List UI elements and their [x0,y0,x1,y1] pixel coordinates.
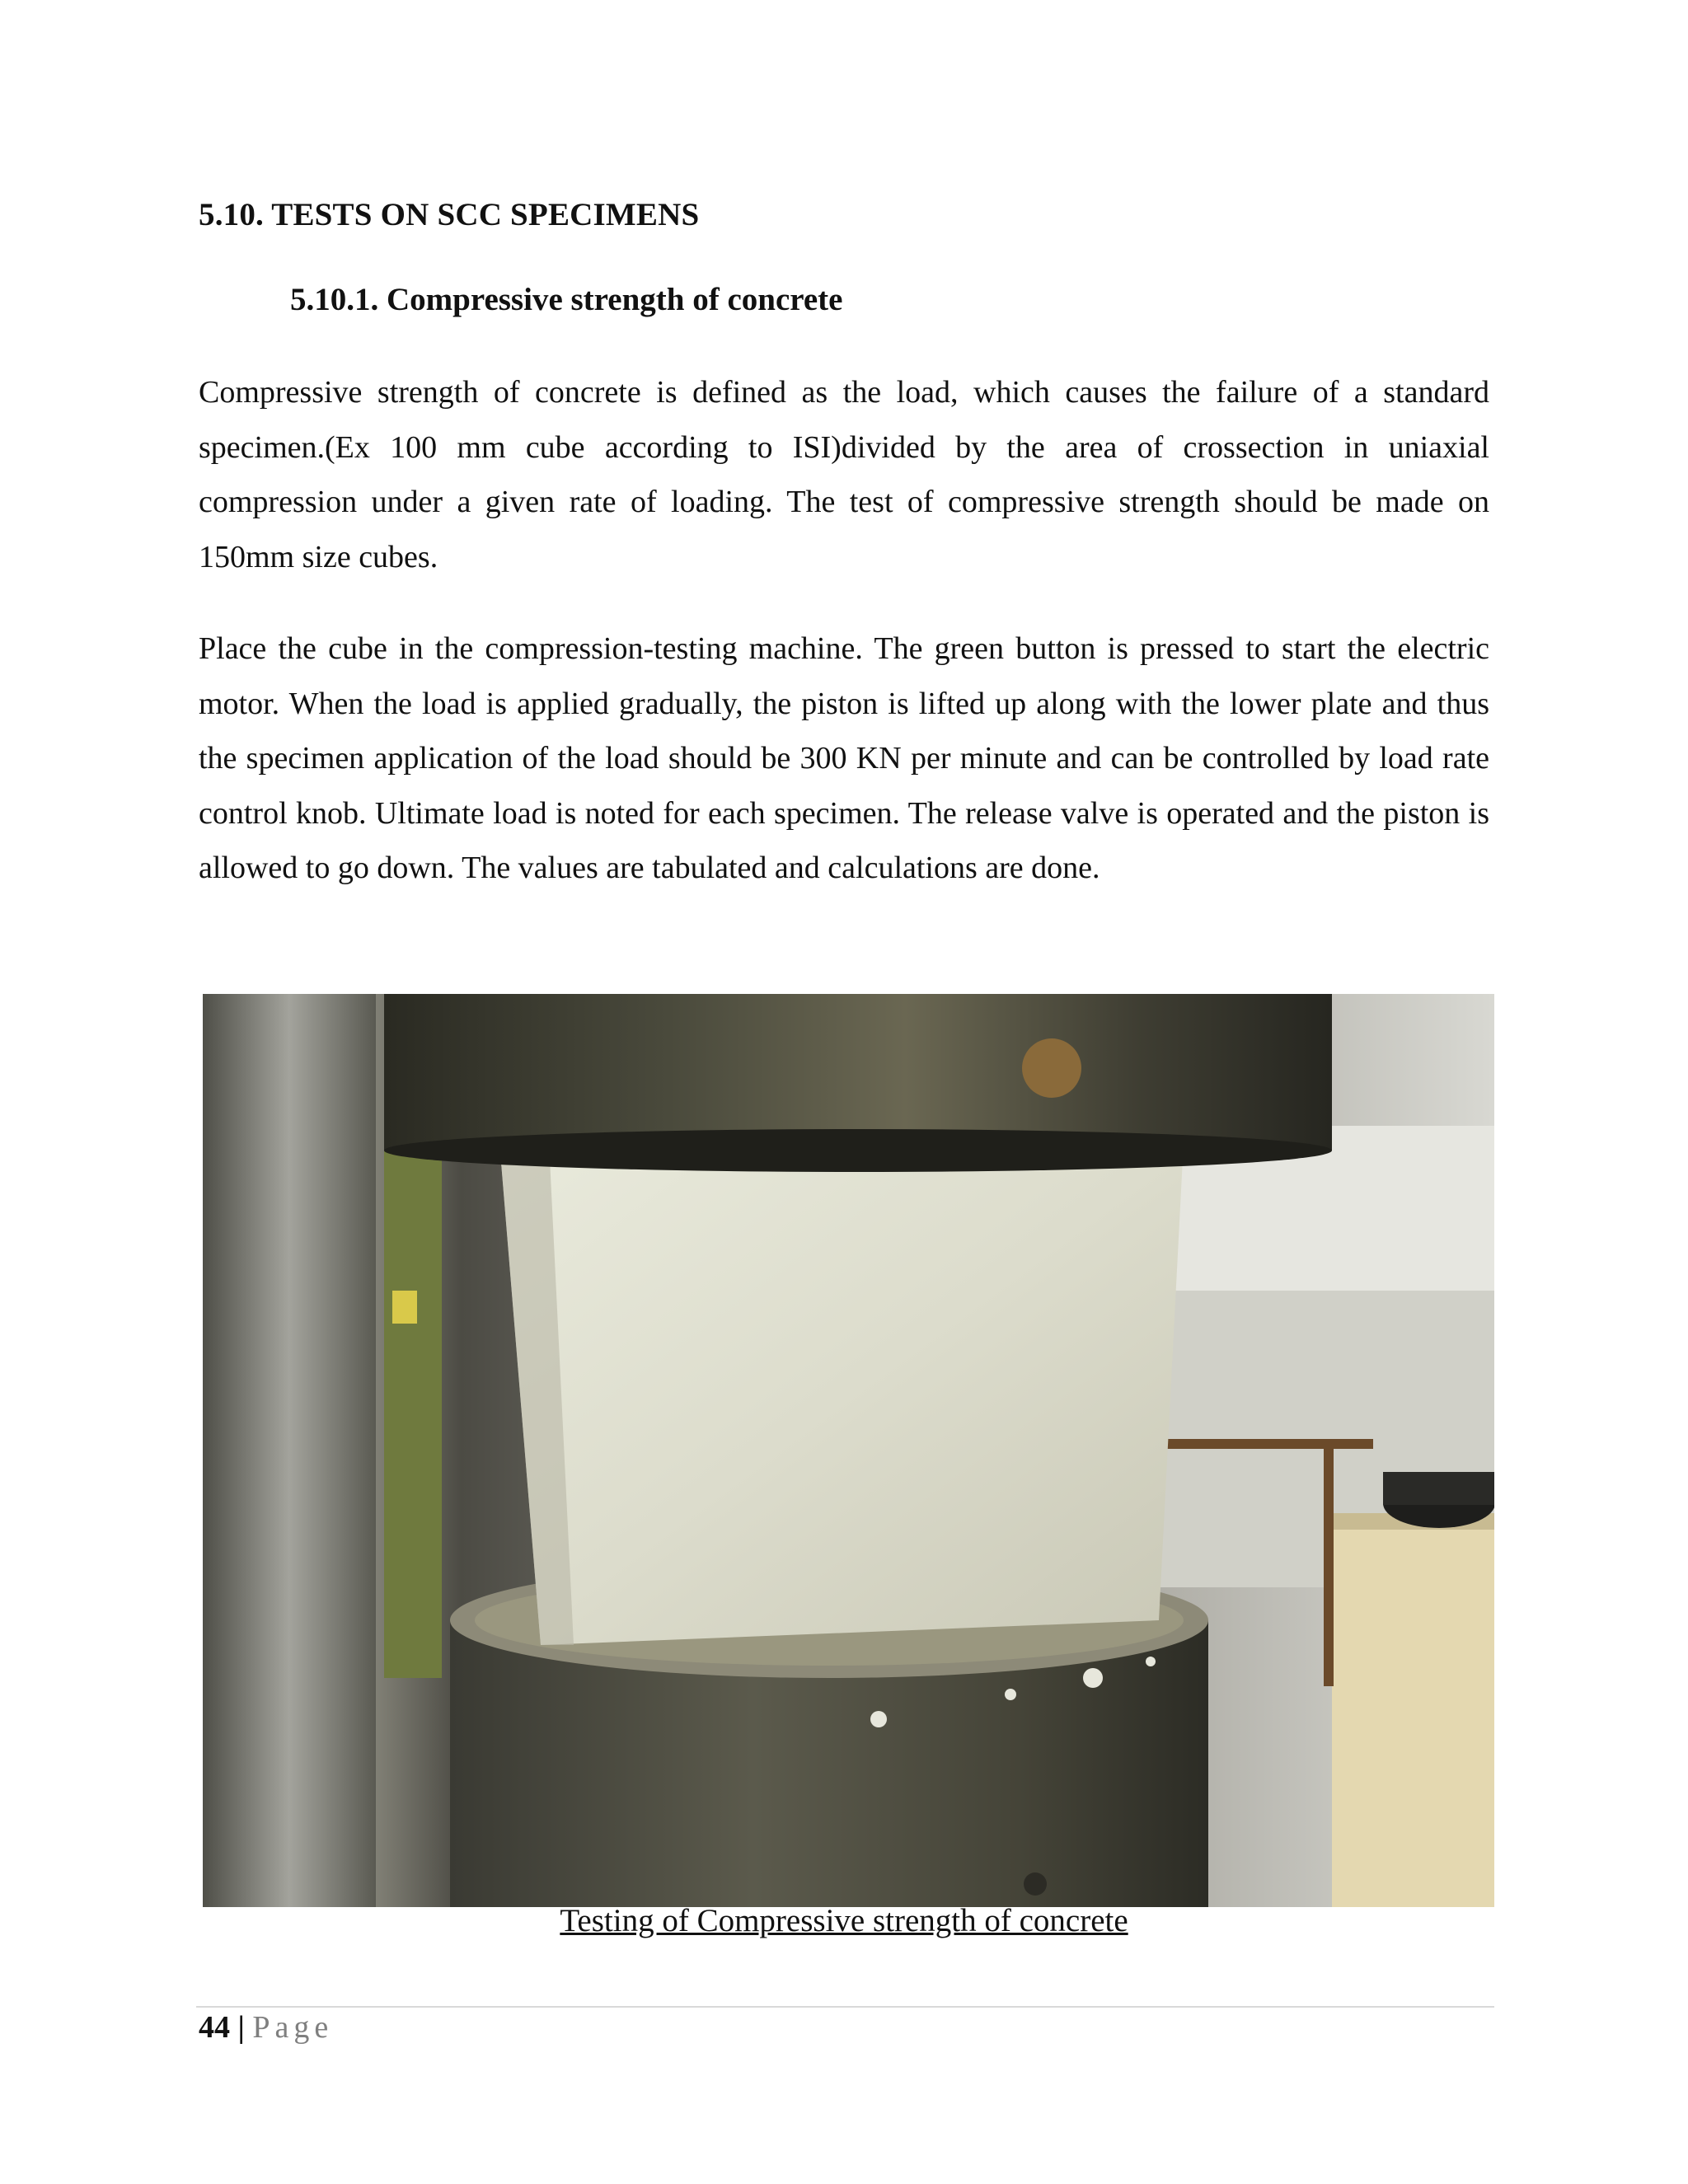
page-label: Page [252,2010,334,2045]
footer-divider [196,2006,1494,2008]
figure-caption: Testing of Compressive strength of concrete [560,1903,1128,1938]
page-number: 44 [199,2010,230,2045]
subsection-heading: 5.10.1. Compressive strength of concrete [290,282,843,317]
footer-separator: | [237,2010,245,2045]
compression-test-illustration [203,994,1494,1907]
section-heading: 5.10. TESTS ON SCC SPECIMENS [199,197,700,232]
page-footer [199,2009,333,2046]
paragraph-definition: Compressive strength of concrete is defined as the load, which causes the failure of a standard specimen.(Ex 100 mm cube according to ISI)divided by the area of crossection in uniaxial compression under a given rate of loading. The test of compressive strength should be made on 150mm size cubes. [199,375,1489,574]
paragraph-procedure: Place the cube in the compression-testing machine. The green button is pressed to start the electric motor. When the load is applied gradually, the piston is lifted up along with the lower plate and thus the specimen application of the load should be 300 KN per minute and can be controlled by load rate control knob. Ultimate load is noted for each specimen. The release valve is operated and the piston is allowed to go down. The values are tabulated and calculations are done. [199,631,1489,885]
figure-photo [203,994,1494,1907]
